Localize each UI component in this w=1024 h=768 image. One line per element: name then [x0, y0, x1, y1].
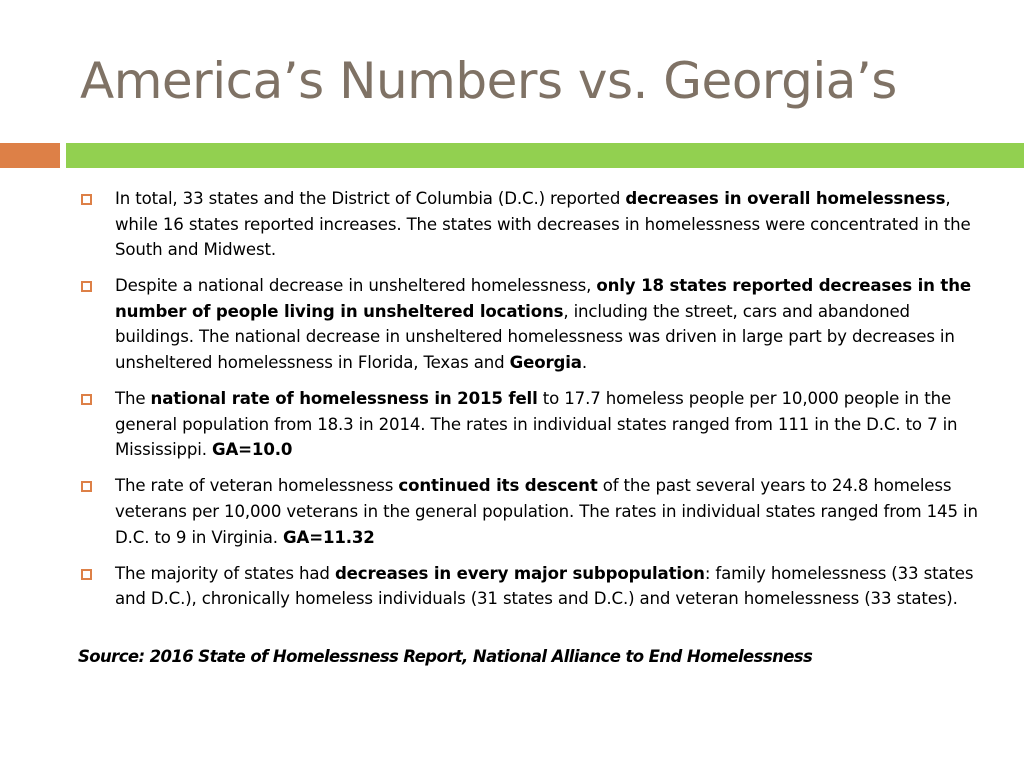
bullet-item: [78, 473, 978, 550]
text: The majority of states had: [115, 563, 335, 583]
square-bullet-icon: [81, 569, 92, 580]
text: .: [581, 353, 587, 373]
bullet-item: [78, 186, 978, 263]
bold-text: national rate of homelessness in 2015 fell: [150, 389, 538, 409]
bold-text: only 18 states reported decreases in the number of people living in unsheltered locations: [115, 276, 971, 321]
text: , while 16 states reported increases. The states with decreases in homelessness were concentrated in the South and Midwest.: [115, 189, 971, 260]
bullet-list: [78, 186, 978, 622]
source-citation: Source: 2016 State of Homelessness Report, National Alliance to End Homelessness: [78, 647, 813, 666]
text: of the past several years to 24.8 homeless veterans per 10,000 veterans in the general population. The rates in individual states ranged from 145 in D.C. to 9 in Virginia.: [115, 476, 978, 547]
square-bullet-icon: [81, 481, 92, 492]
text: The: [115, 389, 151, 409]
bullet-item: [78, 273, 978, 375]
text: In total, 33 states and the District of Columbia (D.C.) reported: [115, 189, 626, 208]
square-bullet-icon: [81, 194, 92, 205]
bold-text: GA=11.32: [283, 527, 375, 547]
bold-text: decreases in overall homelessness: [625, 189, 946, 208]
bullet-item: [78, 386, 978, 463]
bold-text: decreases in every major subpopulation: [334, 563, 705, 583]
accent-bar-orange: [0, 143, 60, 168]
text: to 17.7 homeless people per 10,000 people in the general population from 18.3 in 2014. The rates in individual states ranged from 111 in the D.C. to 7 in Mississippi.: [115, 389, 958, 460]
square-bullet-icon: [81, 281, 92, 292]
text: The rate of veteran homelessness: [115, 476, 399, 496]
text: : family homelessness (33 states and D.C.), chronically homeless individuals (31 states and D.C.) and veteran homelessness (33 states).: [115, 563, 974, 609]
text: Despite a national decrease in unsheltered homelessness,: [115, 276, 597, 296]
bullet-item: [78, 561, 978, 612]
bold-text: continued its descent: [398, 476, 598, 496]
bold-text: GA=10.0: [212, 440, 293, 460]
bold-text: Georgia: [509, 353, 582, 373]
square-bullet-icon: [81, 394, 92, 405]
accent-bar-green: [66, 143, 1024, 168]
slide-title: America’s Numbers vs. Georgia’s: [80, 52, 897, 110]
text: , including the street, cars and abandoned buildings. The national decrease in unsheltered homelessness was driven in large part by decreases in unsheltered homelessness in Florida, Texas and: [115, 301, 955, 373]
